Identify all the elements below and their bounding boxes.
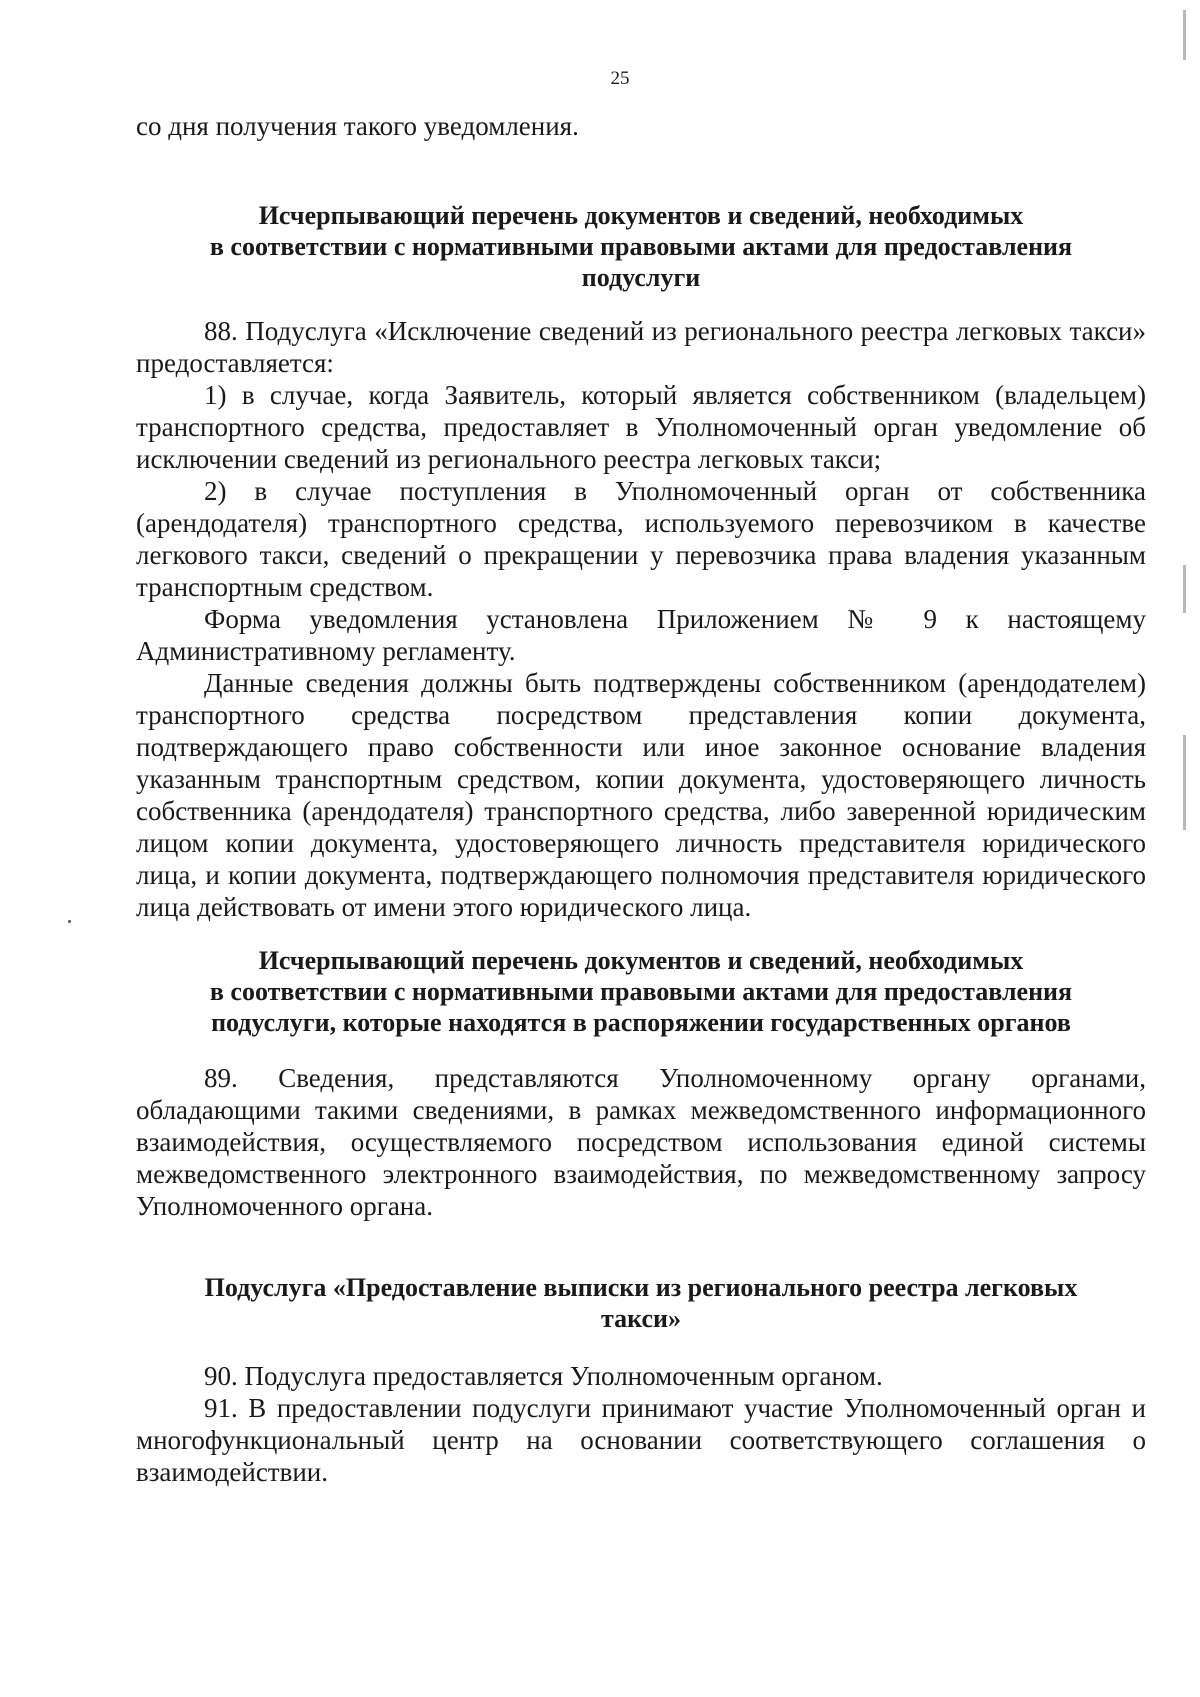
heading-line: Исчерпывающий перечень документов и сведений, необходимых: [258, 946, 1024, 975]
list-item-2: 2) в случае поступления в Уполномоченный орган от собственника (арендодателя) транспортного средства, используемого перевозчиком в качестве легкового такси, сведений о прекращении у перевозчика права владения указанным транспортным средством.: [136, 476, 1146, 602]
heading-line: в соответствии с нормативными правовыми актами для предоставления: [209, 232, 1073, 261]
paragraph-88: 88. Подуслуга «Исключение сведений из регионального реестра легковых такси» предоставляется:: [136, 316, 1146, 378]
heading-line: подуслуги: [581, 263, 701, 292]
paragraph-form: Форма уведомления установлена Приложением № 9 к настоящему Административному регламенту.: [136, 604, 1146, 666]
heading-line: Подуслуга «Предоставление выписки из регионального реестра легковых: [204, 1273, 1078, 1302]
section-3-heading: [136, 1272, 1146, 1334]
paragraph-confirmation: Данные сведения должны быть подтверждены собственником (арендодателем) транспортного средства посредством представления копии документа, подтверждающего право собственности или иное законное основание владения указанным транспортным средством, копии документа, удостоверяющего личность собственника (арендодателя) транспортного средства, либо заверенной юридическим лицом копии документа, удостоверяющего личность представителя юридического лица, и копии документа, подтверждающего полномочия представителя юридического лица действовать от имени этого юридического лица.: [136, 668, 1146, 922]
continuation-text: со дня получения такого уведомления.: [136, 111, 579, 141]
paragraph-89: 89. Сведения, представляются Уполномоченному органу органами, обладающими такими сведениями, в рамках межведомственного информационного взаимодействия, осуществляемого посредством использования единой системы межведомственного электронного взаимодействия, по межведомственному запросу Уполномоченного органа.: [136, 1063, 1146, 1221]
list-item-1: 1) в случае, когда Заявитель, который является собственником (владельцем) транспортного средства, предоставляет в Уполномоченный орган уведомление об исключении сведений из регионального реестра легковых такси;: [136, 380, 1146, 474]
paragraph-90: 90. Подуслуга предоставляется Уполномоченным органом.: [204, 1361, 883, 1391]
continuation-block: [136, 110, 1146, 142]
scan-edge-mark: [1183, 565, 1186, 613]
section-2-body: [136, 1062, 1146, 1222]
scan-edge-mark: [1183, 735, 1186, 830]
section-1-body: [136, 315, 1146, 923]
heading-line: такси»: [601, 1304, 681, 1333]
section-3-body: [136, 1360, 1146, 1488]
scan-edge-mark: [1183, 10, 1186, 60]
section-2: [136, 945, 1146, 1038]
section-3: [136, 1272, 1146, 1334]
section-1: [136, 200, 1146, 293]
heading-line: подуслуги, которые находятся в распоряжении государственных органов: [211, 1008, 1071, 1037]
section-2-heading: [136, 945, 1146, 1038]
heading-line: в соответствии с нормативными правовыми актами для предоставления: [209, 977, 1073, 1006]
heading-line: Исчерпывающий перечень документов и сведений, необходимых: [258, 201, 1024, 230]
page-number: 25: [610, 68, 630, 89]
paragraph-91: 91. В предоставлении подуслуги принимают участие Уполномоченный орган и многофункциональный центр на основании соответствующего соглашения о взаимодействии.: [136, 1393, 1146, 1487]
scan-speck: [68, 920, 71, 923]
section-1-heading: [136, 200, 1146, 293]
